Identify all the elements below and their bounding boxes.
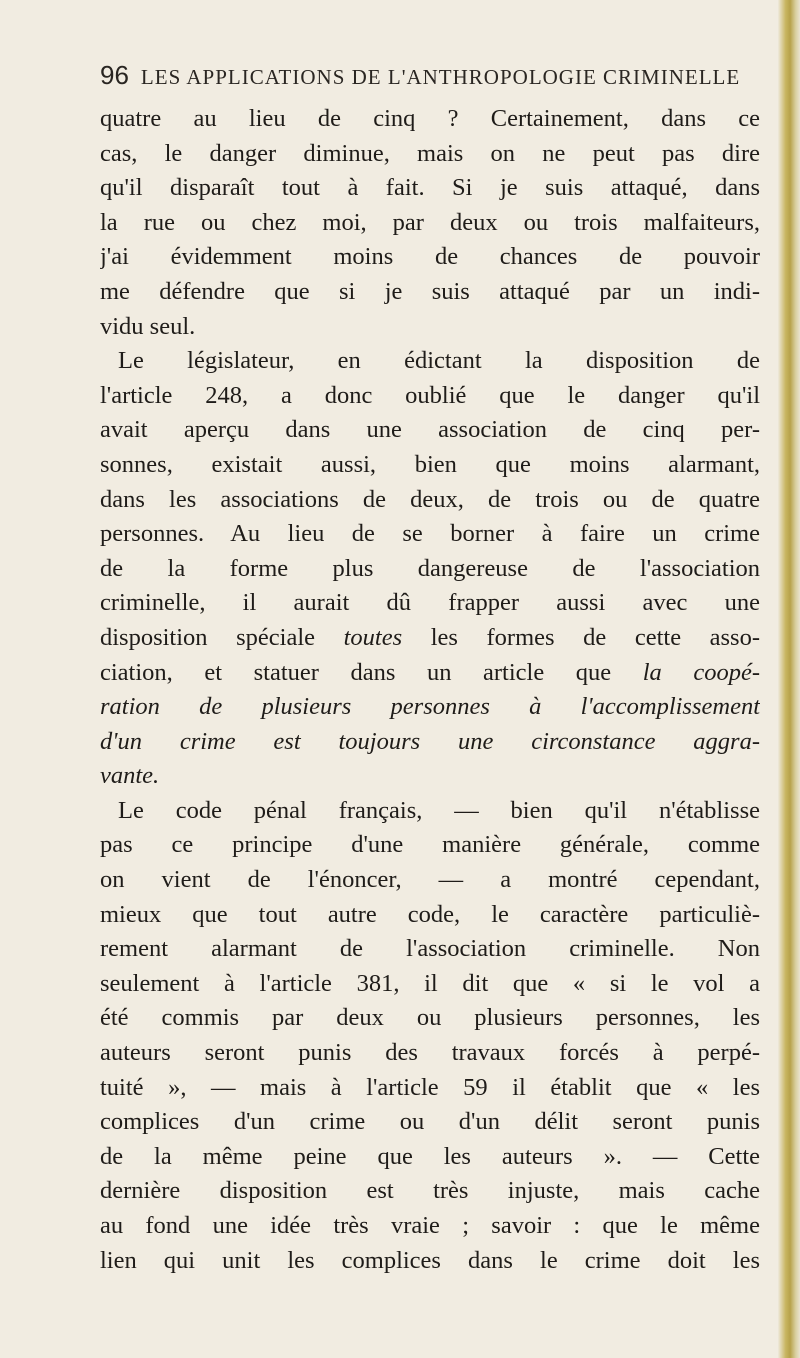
text-segment: tuité », — mais à l'article 59 il établit que « les bbox=[100, 1073, 760, 1101]
text-segment: criminelle, il aurait dû frapper aussi avec une bbox=[100, 589, 760, 617]
text-segment: Le législateur, en édictant la disposition de bbox=[118, 347, 760, 375]
running-header bbox=[100, 60, 760, 96]
text-line bbox=[100, 171, 760, 206]
text-segment: qu'il disparaît tout à fait. Si je suis attaqué, dans bbox=[100, 174, 760, 202]
text-segment: dernière disposition est très injuste, mais cache bbox=[100, 1177, 760, 1205]
text-segment: vidu seul. bbox=[100, 312, 196, 340]
page-number: 96 bbox=[100, 60, 129, 90]
text-line bbox=[100, 310, 760, 345]
text-segment: on vient de l'énoncer, — a montré cependant, bbox=[100, 866, 760, 894]
text-line bbox=[100, 448, 760, 483]
text-line bbox=[100, 240, 760, 275]
page-edge bbox=[778, 0, 800, 1358]
text-line bbox=[100, 794, 760, 829]
text-segment: la rue ou chez moi, par deux ou trois malfaiteurs, bbox=[100, 208, 760, 236]
text-segment: auteurs seront punis des travaux forcés à perpé- bbox=[100, 1039, 760, 1067]
text-line bbox=[100, 759, 760, 794]
text-line bbox=[100, 1174, 760, 1209]
text-segment: dans les associations de deux, de trois ou de quatre bbox=[100, 485, 760, 513]
italic-text: d'un crime est toujours une circonstance aggra- bbox=[100, 727, 760, 755]
text-segment: disposition spéciale bbox=[100, 623, 344, 651]
text-line bbox=[100, 725, 760, 760]
italic-text: toutes bbox=[343, 623, 403, 651]
running-title: LES APPLICATIONS DE L'ANTHROPOLOGIE CRIMINELLE bbox=[140, 65, 741, 89]
text-line bbox=[100, 828, 760, 863]
book-page bbox=[100, 60, 760, 1278]
text-line bbox=[100, 1244, 760, 1279]
text-line bbox=[100, 863, 760, 898]
text-segment: avait aperçu dans une association de cinq per- bbox=[100, 416, 760, 444]
text-line bbox=[100, 1001, 760, 1036]
italic-text: vante. bbox=[100, 762, 160, 790]
text-segment: rement alarmant de l'association criminelle. Non bbox=[100, 935, 760, 963]
text-segment: l'article 248, a donc oublié que le danger qu'il bbox=[100, 381, 760, 409]
text-line bbox=[100, 586, 760, 621]
text-line bbox=[100, 344, 760, 379]
text-line bbox=[100, 656, 760, 691]
text-line bbox=[100, 967, 760, 1002]
text-segment: seulement à l'article 381, il dit que « si le vol a bbox=[100, 969, 760, 997]
text-line bbox=[100, 1140, 760, 1175]
text-line bbox=[100, 517, 760, 552]
text-line bbox=[100, 413, 760, 448]
text-segment: quatre au lieu de cinq ? Certainement, dans ce bbox=[100, 105, 760, 132]
body-text bbox=[100, 102, 760, 1278]
text-segment: cas, le danger diminue, mais on ne peut pas dire bbox=[100, 139, 760, 167]
text-segment: complices d'un crime ou d'un délit seront punis bbox=[100, 1108, 760, 1136]
italic-text: la coopé- bbox=[642, 658, 760, 686]
text-segment: pas ce principe d'une manière générale, comme bbox=[100, 831, 760, 859]
text-segment: personnes. Au lieu de se borner à faire un crime bbox=[100, 520, 760, 548]
text-line bbox=[100, 932, 760, 967]
text-line bbox=[100, 690, 760, 725]
text-segment: me défendre que si je suis attaqué par un indi- bbox=[100, 277, 760, 305]
text-line bbox=[100, 1209, 760, 1244]
text-line bbox=[100, 1105, 760, 1140]
text-segment: mieux que tout autre code, le caractère particuliè- bbox=[100, 900, 760, 928]
text-line bbox=[100, 898, 760, 933]
text-line bbox=[100, 137, 760, 172]
text-segment: Le code pénal français, — bien qu'il n'établisse bbox=[118, 796, 760, 824]
text-segment: été commis par deux ou plusieurs personnes, les bbox=[100, 1004, 760, 1032]
text-line bbox=[100, 275, 760, 310]
text-line bbox=[100, 483, 760, 518]
text-segment: sonnes, existait aussi, bien que moins alarmant, bbox=[100, 450, 760, 478]
text-line bbox=[100, 379, 760, 414]
text-segment: j'ai évidemment moins de chances de pouvoir bbox=[100, 243, 760, 271]
text-segment: au fond une idée très vraie ; savoir : que le même bbox=[100, 1212, 760, 1239]
italic-text: ration de plusieurs personnes à l'accomplissement bbox=[100, 693, 760, 721]
text-line bbox=[100, 102, 760, 137]
text-line bbox=[100, 1071, 760, 1106]
text-segment: ciation, et statuer dans un article que bbox=[100, 658, 643, 686]
text-line bbox=[100, 621, 760, 656]
text-segment: lien qui unit les complices dans le crime doit les bbox=[100, 1246, 760, 1274]
text-segment: de la même peine que les auteurs ». — Cette bbox=[100, 1142, 760, 1170]
text-line bbox=[100, 552, 760, 587]
text-segment: de la forme plus dangereuse de l'association bbox=[100, 554, 760, 582]
text-line bbox=[100, 1036, 760, 1071]
text-segment: les formes de cette asso- bbox=[402, 623, 760, 651]
text-line bbox=[100, 206, 760, 241]
